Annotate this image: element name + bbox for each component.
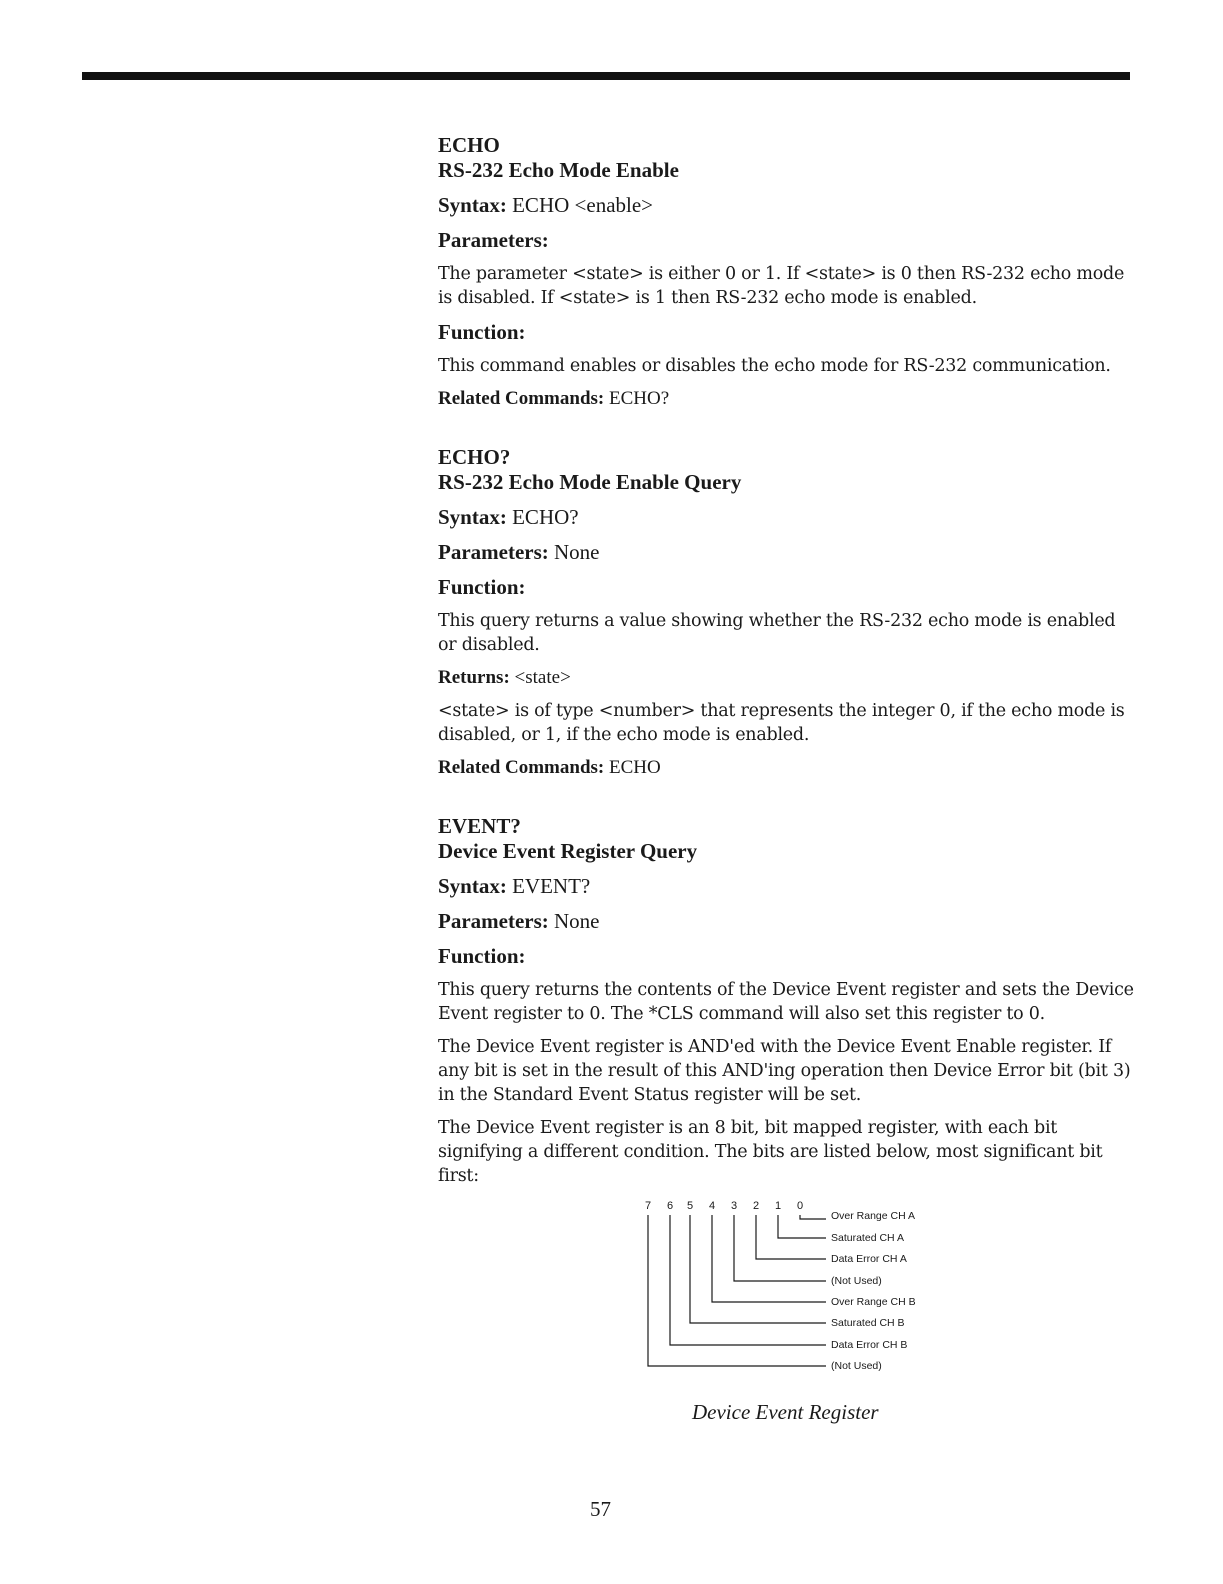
related-line — [438, 387, 1138, 411]
syntax-value: ECHO? — [512, 505, 579, 529]
bit-number: 6 — [666, 1200, 674, 1212]
bit-number: 0 — [796, 1200, 804, 1212]
content-column — [438, 133, 1138, 1197]
related-label: Related Commands: — [438, 388, 605, 409]
function-label: Function: — [438, 320, 526, 344]
function-line — [438, 943, 1138, 969]
function-line — [438, 574, 1138, 600]
returns-label: Returns: — [438, 667, 510, 688]
top-rule — [82, 72, 1130, 80]
related-value: ECHO? — [609, 388, 670, 409]
command-title: RS-232 Echo Mode Enable Query — [438, 470, 742, 494]
returns-line — [438, 666, 1138, 690]
syntax-line — [438, 873, 1138, 899]
function-line — [438, 319, 1138, 345]
returns-text: <state> is of type <number> that represents the integer 0, if the echo mode is disabled, or 1, if the echo mode is enabled. — [438, 701, 1125, 745]
bit-0-line — [800, 1215, 826, 1219]
bit-5-line — [690, 1215, 826, 1323]
function-text: This command enables or disables the echo mode for RS-232 communication. — [438, 356, 1111, 376]
bit-2-line — [756, 1215, 826, 1259]
bit-label: Saturated CH B — [831, 1317, 905, 1329]
parameters-label: Parameters: — [438, 909, 549, 933]
bit-label: Data Error CH A — [831, 1253, 907, 1265]
syntax-line — [438, 504, 1138, 530]
bit-label: Over Range CH A — [831, 1210, 916, 1222]
command-name: EVENT? — [438, 814, 521, 838]
related-line — [438, 756, 1138, 780]
parameters-value: None — [554, 909, 600, 933]
function-paragraph: The Device Event register is an 8 bit, bit mapped register, with each bit signifying a different condition. The bits are listed below, most significant bit first: — [438, 1118, 1103, 1186]
parameters-label: Parameters: — [438, 540, 549, 564]
function-label: Function: — [438, 575, 526, 599]
bit-number: 1 — [774, 1200, 782, 1212]
bit-label: Over Range CH B — [831, 1296, 916, 1308]
related-label: Related Commands: — [438, 757, 605, 778]
bit-number: 7 — [644, 1200, 652, 1212]
syntax-value: ECHO <enable> — [512, 193, 654, 217]
function-paragraph: The Device Event register is AND'ed with the Device Event Enable register. If any bit is set in the result of this AND'ing operation then Device Error bit (bit 3) in the Standard Event Status register will be set. — [438, 1037, 1131, 1105]
related-value: ECHO — [609, 757, 661, 778]
section-echo — [438, 133, 1138, 411]
function-paragraph: This query returns the contents of the Device Event register and sets the Device Event register to 0. The *CLS command will also set this register to 0. — [438, 980, 1134, 1024]
command-name: ECHO? — [438, 445, 511, 469]
syntax-label: Syntax: — [438, 874, 507, 898]
returns-value: <state> — [514, 667, 571, 688]
bit-label: (Not Used) — [831, 1360, 882, 1372]
syntax-label: Syntax: — [438, 193, 507, 217]
bit-3-line — [734, 1215, 826, 1281]
bit-6-line — [670, 1215, 826, 1345]
parameters-line — [438, 227, 1138, 253]
syntax-line — [438, 192, 1138, 218]
parameters-line — [438, 539, 1138, 565]
section-event-query — [438, 814, 1138, 1188]
diagram-caption: Device Event Register — [692, 1400, 879, 1424]
bit-number: 3 — [730, 1200, 738, 1212]
syntax-label: Syntax: — [438, 505, 507, 529]
function-text: This query returns a value showing whether the RS-232 echo mode is enabled or disabled. — [438, 611, 1116, 655]
syntax-value: EVENT? — [512, 874, 591, 898]
bit-label: Saturated CH A — [831, 1232, 904, 1244]
parameters-line — [438, 908, 1138, 934]
command-title: Device Event Register Query — [438, 839, 698, 863]
parameters-value: None — [554, 540, 600, 564]
bit-label: Data Error CH B — [831, 1339, 908, 1351]
command-name: ECHO — [438, 133, 500, 157]
bit-number: 4 — [708, 1200, 716, 1212]
bit-label: (Not Used) — [831, 1275, 882, 1287]
command-title: RS-232 Echo Mode Enable — [438, 158, 679, 182]
function-label: Function: — [438, 944, 526, 968]
section-echo-query — [438, 445, 1138, 780]
device-event-register-diagram — [630, 1195, 950, 1380]
bit-number: 2 — [752, 1200, 760, 1212]
parameters-label: Parameters: — [438, 228, 549, 252]
parameters-text: The parameter <state> is either 0 or 1. If <state> is 0 then RS-232 echo mode is disabled. If <state> is 1 then RS-232 echo mode is enabled. — [438, 264, 1125, 308]
page-number: 57 — [590, 1497, 611, 1521]
bit-number: 5 — [686, 1200, 694, 1212]
